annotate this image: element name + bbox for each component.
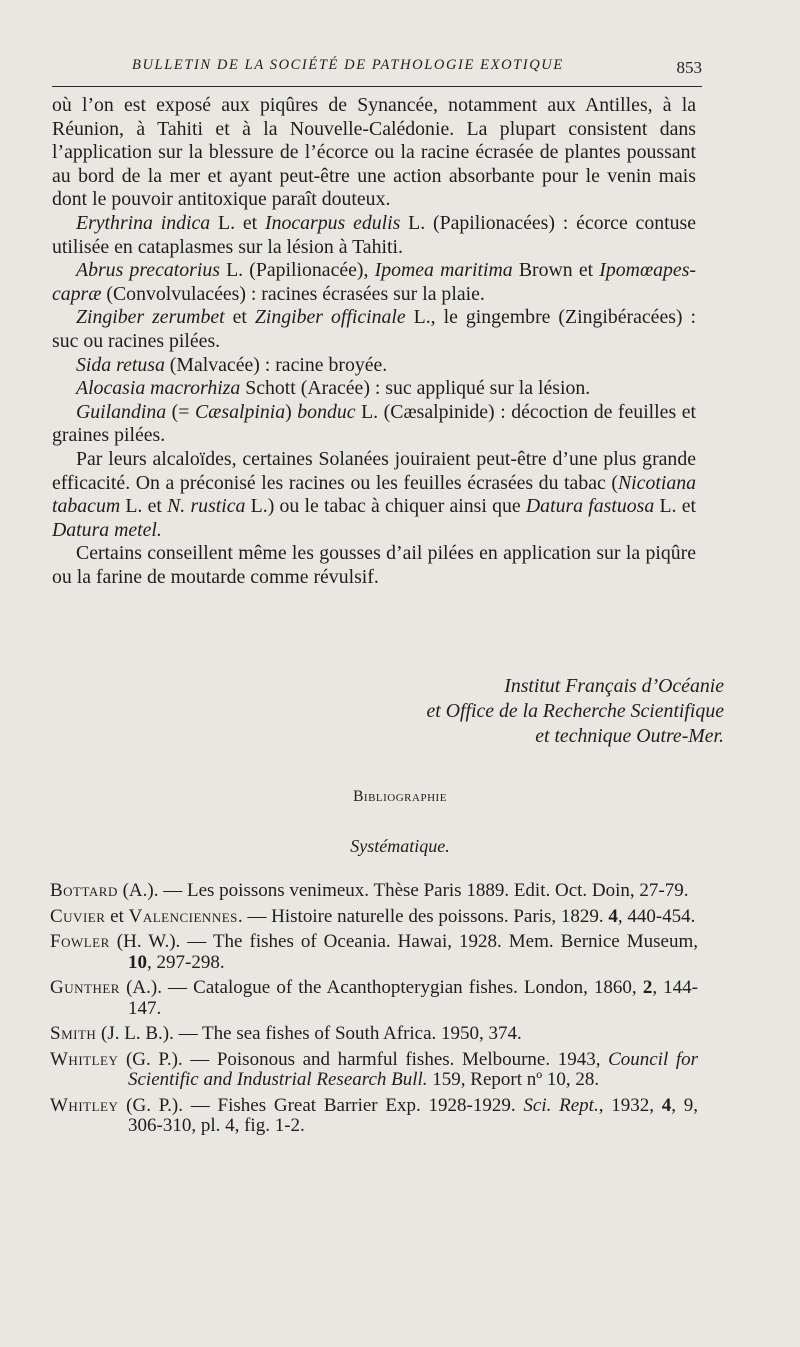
species-name: Erythrina indica (76, 211, 211, 234)
reference-text: , 144-147. (128, 977, 699, 1019)
paragraph-remedies-intro: où l’on est exposé aux piqûres de Synancée, notamment aux Antilles, à la Réunion, à Tahiti et à la Nouvelle-Calédonie. La plupart consistent dans l’application sur la blessure de l’écorce ou la racine écrasée de plantes poussant au bord de la mer et ayant peut-être une action absorbante pour le venin mais dont le pouvoir antitoxique paraît douteux. (52, 94, 696, 211)
species-name: Zingiber zerumbet (76, 306, 225, 329)
reference-author: Gunther (50, 977, 120, 998)
institution-signature (426, 674, 724, 749)
text-run: L., le gingembre (Zingibéracées) : suc ou racines pilées. (52, 306, 696, 352)
reference-text: (G. P.). — Fishes Great Barrier Exp. 1928-1929. (118, 1094, 524, 1116)
reference-author: Smith (50, 1023, 97, 1044)
reference-author: Bottard (50, 880, 118, 901)
reference-author: Cuvier (50, 905, 106, 927)
reference-item (50, 978, 698, 1019)
reference-item (50, 881, 698, 902)
reference-text: , 297-298. (147, 951, 225, 973)
running-title: BULLETIN DE LA SOCIÉTÉ DE PATHOLOGIE EXOTIQUE (132, 57, 564, 73)
reference-text: , 9, 306-310, pl. 4, fig. 1-2. (128, 1094, 699, 1136)
reference-text: (J. L. B.). — The sea fishes of South Africa. 1950, 374. (96, 1023, 522, 1044)
signature-line: et Office de la Recherche Scientifique (426, 700, 724, 722)
reference-item (50, 932, 698, 973)
species-name: Nicotiana tabacum (52, 471, 696, 518)
paragraph-zingiber (52, 306, 696, 353)
reference-text: (H. W.). — The fishes of Oceania. Hawai, 1928. Mem. Bernice Museum, (109, 931, 698, 952)
reference-list (50, 881, 698, 1142)
paragraph-ail: Certains conseillent même les gousses d’ail pilées en application sur la piqûre ou la farine de moutarde comme révulsif. (52, 542, 696, 588)
species-name: Ipomœapes-capræ (52, 259, 696, 305)
species-name: Datura metel. (52, 518, 162, 541)
reference-author: Whitley (50, 1048, 119, 1070)
text-run: Schott (Aracée) : suc appliqué sur la lésion. (240, 377, 591, 400)
species-name: Datura fastuosa (525, 495, 655, 518)
species-name: Alocasia macrorhiza (76, 377, 241, 400)
text-run: L.) ou le tabac à chiquer ainsi que (245, 495, 526, 518)
bibliography-subheading: Systématique. (350, 836, 450, 856)
reference-text: et (105, 905, 129, 927)
species-name: Zingiber officinale (254, 306, 406, 329)
species-name: Inocarpus edulis (265, 211, 401, 234)
signature-line: et technique Outre-Mer. (535, 725, 724, 747)
page-number: 853 (676, 58, 702, 77)
reference-journal: Council for Scientific and Industrial Research Bull. (128, 1048, 698, 1090)
reference-text: (A.). — Catalogue of the Acanthopterygian fishes. London, 1860, (119, 977, 643, 998)
reference-volume: 4 (608, 905, 618, 927)
paragraph-erythrina (52, 212, 696, 259)
reference-text: (G. P.). — Poisonous and harmful fishes. Melbourne. 1943, (118, 1048, 609, 1070)
text-run: ) (285, 400, 298, 423)
signature-line: Institut Français d’Océanie (504, 675, 724, 697)
text-run: L. (Papilionacée), (219, 259, 375, 282)
species-name: Guilandina (76, 400, 167, 423)
text-run: (= (166, 400, 195, 423)
text-run: Brown et (512, 259, 600, 282)
reference-item (50, 907, 698, 928)
species-name: Ipomea maritima (374, 259, 513, 282)
paragraph-sida (52, 354, 696, 378)
reference-author: Valenciennes (128, 905, 238, 927)
running-header (52, 56, 702, 87)
reference-volume: 4 (661, 1094, 672, 1116)
text-run: (Convolvulacées) : racines écrasées sur la plaie. (101, 282, 485, 305)
text-run: L. (Papilionacées) : écorce contuse utilisée en cataplasmes sur la lésion à Tahiti. (52, 211, 696, 258)
paragraph-alocasia (52, 377, 696, 401)
species-name: bonduc (297, 400, 356, 423)
reference-author: Fowler (50, 931, 110, 952)
reference-text: , 440-454. (617, 905, 696, 927)
species-name: Cæsalpinia (194, 400, 286, 423)
body-text (52, 94, 696, 589)
reference-item (50, 1050, 698, 1091)
text-run: L. et (120, 495, 168, 518)
reference-author: Whitley (50, 1094, 119, 1116)
paragraph-solanees (52, 448, 696, 542)
text-run: Par leurs alcaloïdes, certaines Solanées jouiraient peut-être d’une plus grande efficacité. On a préconisé les racines ou les feuilles écrasées du tabac ( (52, 447, 696, 494)
reference-text: . — Histoire naturelle des poissons. Paris, 1829. (237, 905, 609, 927)
reference-text: (A.). — Les poissons venimeux. Thèse Paris 1889. Edit. Oct. Doin, 27-79. (117, 880, 689, 901)
species-name: N. rustica (167, 495, 246, 518)
text-run: (Malvacée) : racine broyée. (164, 353, 388, 376)
reference-item (50, 1096, 698, 1137)
text-run: L. (Cæsalpinide) : décoction de feuilles et graines pilées. (52, 400, 696, 447)
reference-volume: 10 (128, 951, 147, 973)
text-run: L. et (210, 211, 266, 234)
species-name: Sida retusa (76, 353, 165, 376)
reference-journal: Sci. Rept. (523, 1094, 599, 1116)
reference-text: , 1932, (598, 1094, 662, 1116)
paragraph-guilandina (52, 401, 696, 448)
text-run: et (224, 306, 255, 329)
bibliography-heading: Bibliographie (353, 788, 447, 805)
text-run: L. et (654, 495, 696, 518)
reference-volume: 2 (642, 977, 653, 998)
paragraph-abrus (52, 259, 696, 306)
reference-text: 159, Report nº 10, 28. (427, 1069, 600, 1090)
reference-item (50, 1024, 698, 1045)
species-name: Abrus precatorius (76, 259, 220, 282)
